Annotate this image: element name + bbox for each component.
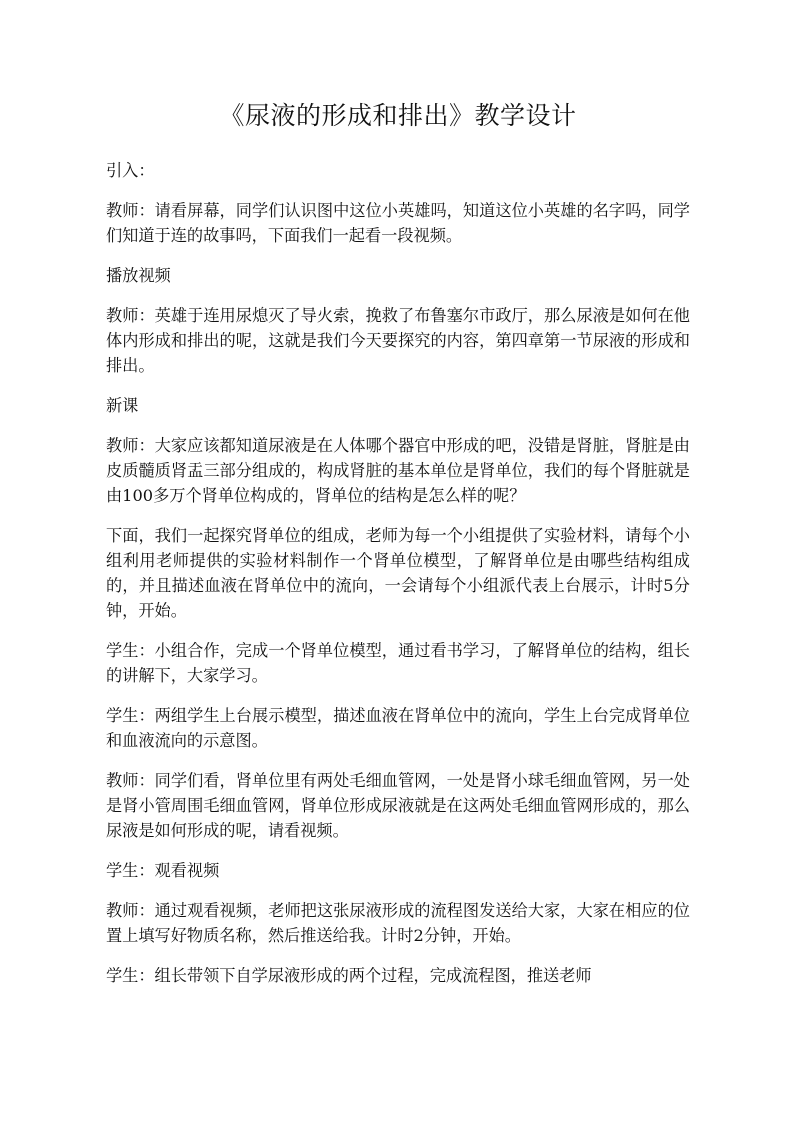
paragraph-student-present: 学生：两组学生上台展示模型，描述血液在肾单位中的流向，学生上台完成肾单位和血液流向的示意图。: [106, 706, 690, 750]
section-label-play-video: 播放视频: [106, 266, 171, 285]
paragraph-nephron-activity: 下面，我们一起探究肾单位的组成，老师为每一个小组提供了实验材料，请每个小组利用老师提供的实验材料制作一个肾单位模型，了解肾单位是由哪些结构组成的，并且描述血液在肾单位中的流向，一会请每个小组派代表上台展示，计时5分钟，开始。: [106, 526, 690, 620]
paragraph-teacher-capillary: 教师：同学们看，肾单位里有两处毛细血管网，一处是肾小球毛细血管网，另一处是肾小管周围毛细血管网，肾单位形成尿液就是在这两处毛细血管网形成的，那么尿液是如何形成的呢，请看视频。: [106, 771, 690, 840]
section-label-intro: 引入：: [106, 161, 155, 180]
paragraph-student-watch: 学生：观看视频: [106, 861, 220, 880]
paragraph-teacher-flowchart: 教师：通过观看视频，老师把这张尿液形成的流程图发送给大家，大家在相应的位置上填写好物质名称，然后推送给我。计时2分钟，开始。: [106, 901, 690, 945]
paragraph-teacher-intro: 教师：请看屏幕，同学们认识图中这位小英雄吗，知道这位小英雄的名字吗，同学们知道于连的故事吗，下面我们一起看一段视频。: [106, 201, 690, 245]
paragraph-student-model: 学生：小组合作，完成一个肾单位模型，通过看书学习，了解肾单位的结构，组长的讲解下，大家学习。: [106, 641, 690, 685]
paragraph-teacher-topic: 教师：英雄于连用尿熄灭了导火索，挽救了布鲁塞尔市政厅，那么尿液是如何在他体内形成和排出的呢，这就是我们今天要探究的内容，第四章第一节尿液的形成和排出。: [106, 306, 690, 375]
paragraph-student-flowchart: 学生：组长带领下自学尿液形成的两个过程，完成流程图，推送老师: [106, 966, 592, 985]
document-body: [106, 96, 690, 1003]
section-label-new-lesson: 新课: [106, 396, 139, 415]
document-title: 《尿液的形成和排出》教学设计: [219, 101, 577, 130]
paragraph-teacher-kidney: 教师：大家应该都知道尿液是在人体哪个器官中形成的吧，没错是肾脏，肾脏是由皮质髓质肾盂三部分组成的，构成肾脏的基本单位是肾单位，我们的每个肾脏就是由100多万个肾单位构成的，肾单位的结构是怎么样的呢？: [106, 436, 690, 505]
